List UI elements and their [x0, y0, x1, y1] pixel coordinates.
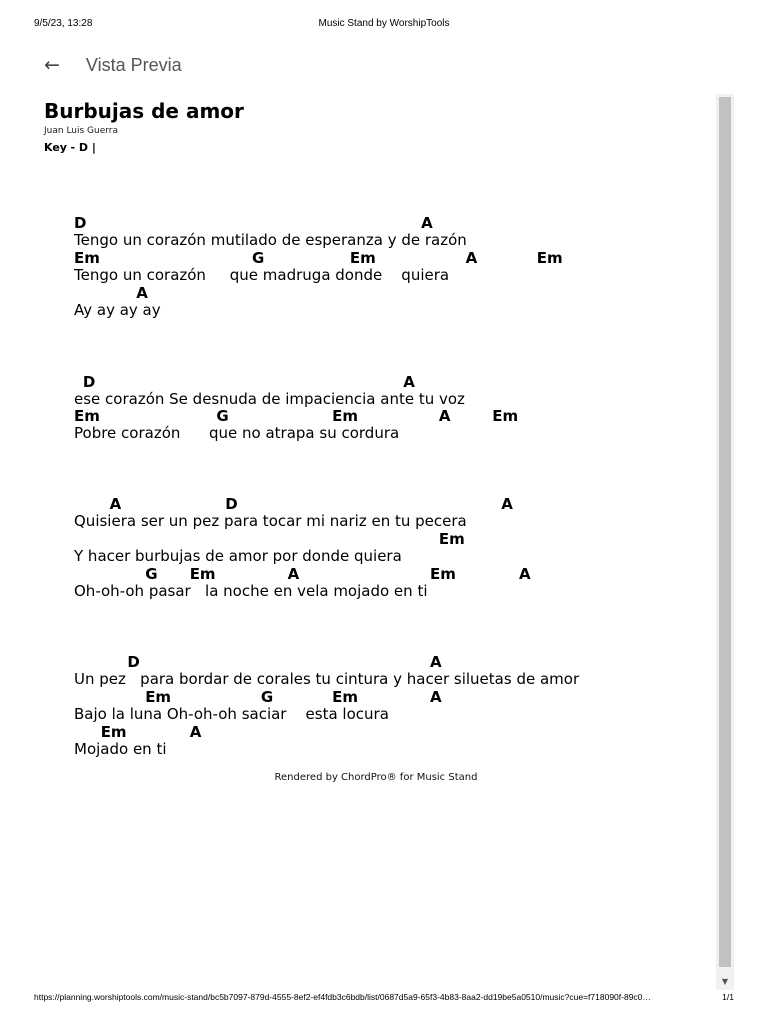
scrollbar-thumb[interactable] — [719, 97, 731, 967]
chord-label: Em — [492, 407, 519, 425]
chord-label: Em — [145, 688, 172, 706]
rendered-by-note: Rendered by ChordPro® for Music Stand — [274, 772, 478, 783]
chord-label: Em — [438, 530, 465, 548]
lyric-line: Y hacer burbujas de amor por donde quiera — [74, 547, 402, 565]
chord-label: A — [519, 565, 531, 583]
chord-label: D — [225, 495, 238, 513]
chord-label: G — [260, 688, 274, 706]
chord-label: G — [216, 407, 229, 425]
chord-label: A — [403, 373, 415, 391]
chord-label: Em — [430, 565, 456, 583]
chord-label: A — [430, 688, 442, 706]
chord-label: A — [109, 495, 122, 513]
chord-label: A — [189, 723, 202, 741]
chord-label: Em — [349, 249, 376, 267]
chord-label: G — [145, 565, 158, 583]
chord-label: D — [82, 373, 96, 391]
print-datetime: 9/5/23, 13:28 — [34, 18, 93, 29]
key-label: Key — [44, 141, 67, 154]
lyric-line: Pobre corazón que no atrapa su cordura — [74, 424, 400, 442]
key-value: - D | — [70, 141, 96, 154]
lyric-line: Ay ay ay ay — [74, 301, 161, 319]
print-page-title: Music Stand by WorshipTools — [318, 18, 450, 29]
chord-label: Em — [536, 249, 563, 267]
chord-label: Em — [74, 249, 100, 267]
lyric-line: Mojado en ti — [74, 740, 167, 758]
lyric-line: Un pez para bordar de corales tu cintura y hacer siluetas de amor — [74, 670, 580, 688]
chord-label: A — [430, 653, 442, 671]
chord-label: Em — [100, 723, 127, 741]
chord-label: A — [136, 284, 148, 302]
chord-label: A — [438, 407, 451, 425]
chord-label: A — [287, 565, 300, 583]
chord-sheet — [74, 0, 714, 760]
lyric-line: Oh-oh-oh pasar la noche en vela mojado en ti — [74, 582, 428, 600]
song-title: Burbujas de amor — [44, 99, 244, 123]
chord-label: G — [252, 249, 265, 267]
chord-label: Em — [332, 407, 358, 425]
scrollbar[interactable] — [716, 94, 734, 990]
page-title: Vista Previa — [85, 54, 182, 75]
chord-label: D — [74, 214, 87, 232]
lyric-line: Bajo la luna Oh-oh-oh saciar esta locura — [74, 705, 389, 723]
chord-label: Em — [189, 565, 216, 583]
chord-label: Em — [74, 407, 100, 425]
lyric-line: ese corazón Se desnuda de impaciencia ante tu voz — [74, 390, 465, 408]
scroll-down-arrow-icon[interactable]: ▼ — [721, 977, 729, 986]
lyric-line: Tengo un corazón que madruga donde quiera — [74, 266, 450, 284]
page-url: https://planning.worshiptools.com/music-stand/bc5b7097-879d-4555-8ef2-ef4fdb3c6bdb/list/0687d5a9-65f3-4b83-8aa2-dd19be5a0510/music?cue=f718090f-89c0… — [34, 992, 651, 1002]
chord-label: A — [421, 214, 433, 232]
chord-label: Em — [332, 688, 358, 706]
print-footer — [34, 992, 734, 1004]
chord-label: D — [127, 653, 140, 671]
lyric-line: Quisiera ser un pez para tocar mi nariz en tu pecera — [74, 512, 467, 530]
song-artist: Juan Luis Guerra — [44, 126, 119, 136]
arrow-left-icon[interactable]: ← — [44, 53, 60, 76]
lyric-line: Tengo un corazón mutilado de esperanza y de razón — [74, 231, 467, 249]
chord-label: A — [501, 495, 513, 513]
page-number: 1/1 — [722, 992, 734, 1002]
chord-label: A — [465, 249, 478, 267]
